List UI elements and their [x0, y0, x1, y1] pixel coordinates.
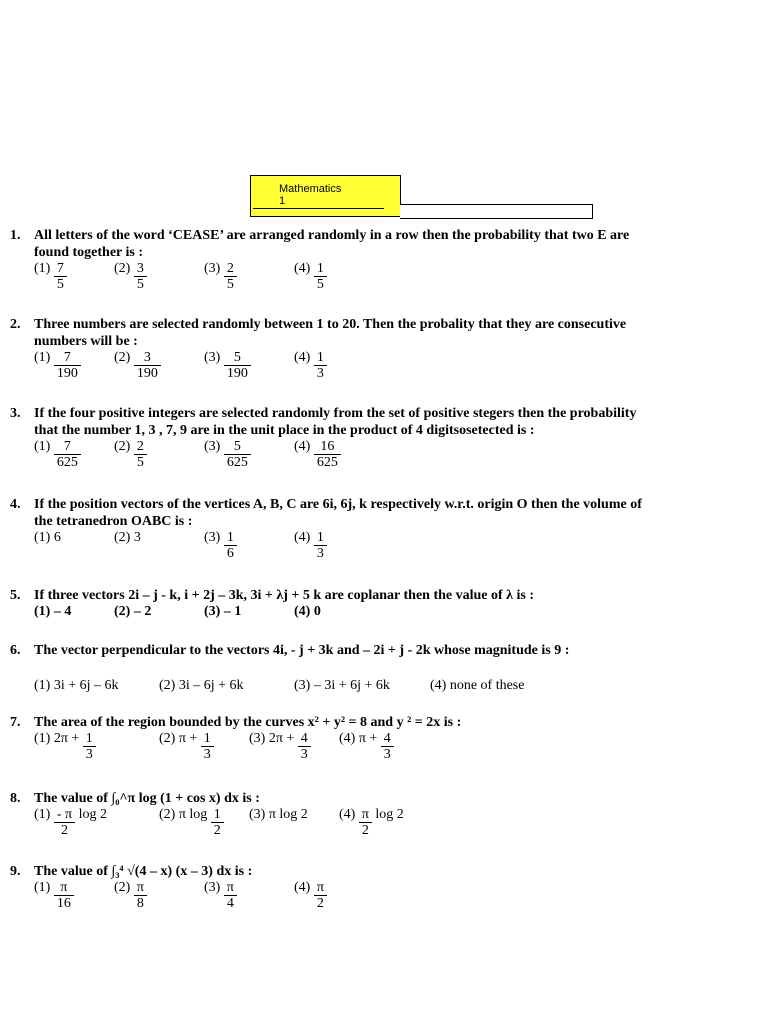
question-text: If the four positive integers are selected randomly from the set of positive stegers then the probability that the number 1, 3 , 7, 9 are in the unit place in the product of 4 digitsosetected is :	[34, 406, 637, 438]
denominator: 3	[316, 546, 324, 561]
option-1[interactable]	[34, 530, 61, 546]
fraction	[134, 439, 147, 470]
fraction	[54, 807, 75, 838]
option-label: (3)	[204, 880, 221, 895]
option-4[interactable]	[294, 439, 341, 470]
option-3[interactable]	[204, 530, 237, 561]
option-label: (1)	[34, 880, 51, 895]
option-2[interactable]	[114, 350, 161, 381]
question-8	[10, 790, 660, 843]
options-row	[10, 731, 660, 767]
numerator: π	[359, 807, 372, 823]
fraction	[54, 350, 81, 381]
option-tail: log 2	[375, 807, 404, 822]
option-label: (4) π +	[339, 731, 378, 746]
denominator: 6	[226, 546, 234, 561]
paper-number: 1	[279, 195, 286, 207]
numerator: 3	[134, 261, 147, 277]
question-text: Three numbers are selected randomly between 1 to 20. Then the probality that they are consecutive numbers will be :	[34, 317, 627, 349]
option-4[interactable]	[430, 678, 524, 694]
numerator: 16	[314, 439, 341, 455]
denominator: 5	[316, 277, 324, 292]
question-2	[10, 316, 660, 386]
option-1[interactable]	[34, 261, 67, 292]
numerator: 5	[224, 439, 251, 455]
option-label: (3)	[204, 261, 221, 276]
fraction	[314, 880, 327, 911]
numerator: π	[224, 880, 237, 896]
denominator: 3	[85, 747, 93, 762]
denominator: 5	[136, 455, 144, 470]
question-stem	[10, 863, 660, 880]
fraction	[314, 350, 327, 381]
option-3[interactable]	[204, 261, 237, 292]
option-label: (3) 2π +	[249, 731, 295, 746]
subject-title: Mathematics	[279, 183, 342, 195]
option-3[interactable]	[204, 350, 251, 381]
options-row	[10, 439, 660, 475]
fraction	[134, 350, 161, 381]
fraction	[211, 807, 224, 838]
option-3[interactable]	[204, 604, 241, 620]
options-row	[10, 350, 660, 386]
numerator: 7	[54, 350, 81, 366]
question-text: The vector perpendicular to the vectors 4i, - j + 3k and – 2i + j - 2k whose magnitude is 9 :	[34, 643, 570, 658]
option-3[interactable]	[249, 731, 311, 762]
denominator: 2	[361, 823, 369, 838]
option-tail: log 2	[78, 807, 107, 822]
fraction	[224, 530, 237, 561]
denominator: 3	[383, 747, 391, 762]
option-1[interactable]	[34, 678, 119, 694]
question-number: 2.	[10, 317, 21, 332]
option-1[interactable]	[34, 731, 96, 762]
options-row	[10, 261, 660, 297]
question-number: 9.	[10, 864, 21, 879]
numerator: 7	[54, 439, 81, 455]
options-row	[10, 807, 660, 843]
numerator: 4	[381, 731, 394, 747]
option-label: (4)	[294, 439, 311, 454]
question-number: 7.	[10, 715, 21, 730]
numerator: 1	[224, 530, 237, 546]
question-text: If three vectors 2i – j - k, i + 2j – 3k, 3i + λj + 5 k are coplanar then the value of λ is :	[34, 588, 535, 603]
question-7	[10, 714, 660, 767]
numerator: 2	[224, 261, 237, 277]
option-3[interactable]	[249, 807, 308, 823]
option-label: (4) none of these	[430, 678, 525, 693]
denominator: 2	[316, 896, 324, 911]
option-label: (1) 2π +	[34, 731, 80, 746]
option-label: (4)	[294, 261, 311, 276]
question-stem	[10, 642, 660, 659]
fraction	[314, 439, 341, 470]
question-text: The area of the region bounded by the curves x² + y² = 8 and y ² = 2x is :	[34, 715, 462, 730]
option-2[interactable]	[159, 731, 214, 762]
fraction	[54, 439, 81, 470]
question-stem	[10, 316, 660, 350]
option-label: (3)	[204, 439, 221, 454]
denominator: 190	[136, 366, 158, 381]
numerator: 7	[54, 261, 67, 277]
numerator: 2	[134, 439, 147, 455]
denominator: 8	[136, 896, 144, 911]
denominator: 5	[56, 277, 64, 292]
fraction	[314, 530, 327, 561]
question-9	[10, 863, 660, 916]
option-4[interactable]	[339, 807, 404, 838]
question-number: 3.	[10, 406, 21, 421]
question-3	[10, 405, 660, 475]
option-label: (2) 3i – 6j + 6k	[159, 678, 244, 693]
option-label: (3)	[204, 530, 221, 545]
denominator: 5	[136, 277, 144, 292]
denominator: 625	[316, 455, 338, 470]
fraction	[298, 731, 311, 762]
option-2[interactable]	[159, 807, 224, 838]
numerator: π	[134, 880, 147, 896]
question-number: 1.	[10, 228, 21, 243]
denominator: 190	[226, 366, 248, 381]
numerator: π	[314, 880, 327, 896]
option-1[interactable]	[34, 439, 81, 470]
option-2[interactable]	[159, 678, 244, 694]
options-row	[10, 880, 660, 916]
options-row	[10, 678, 660, 696]
option-label: (3) – 1	[204, 604, 242, 619]
fraction	[134, 880, 147, 911]
option-2[interactable]	[114, 880, 147, 911]
fraction	[224, 439, 251, 470]
numerator: 1	[314, 261, 327, 277]
option-label: (1) 3i + 6j – 6k	[34, 678, 119, 693]
option-4[interactable]	[294, 261, 327, 292]
option-label: (2)	[114, 350, 131, 365]
fraction	[314, 261, 327, 292]
option-label: (1)	[34, 261, 51, 276]
question-text: If the position vectors of the vertices A, B, C are 6i, 6j, k respectively w.r.t. origin O then the volume of the tetranedron OABC is :	[34, 497, 642, 529]
option-4[interactable]	[339, 731, 394, 762]
option-1[interactable]	[34, 350, 81, 381]
option-label: (2) π +	[159, 731, 198, 746]
options-row	[10, 604, 660, 622]
option-label: (2)	[114, 261, 131, 276]
fraction	[134, 261, 147, 292]
denominator: 625	[56, 455, 78, 470]
option-label: (1) 6	[34, 530, 61, 545]
fraction	[381, 731, 394, 762]
fraction	[83, 731, 96, 762]
numerator: 1	[211, 807, 224, 823]
header-box	[250, 175, 401, 217]
denominator: 3	[203, 747, 211, 762]
option-label: (2)	[114, 439, 131, 454]
question-5	[10, 587, 660, 622]
option-2[interactable]	[114, 530, 141, 546]
option-4[interactable]	[294, 350, 327, 381]
option-label: (2) – 2	[114, 604, 152, 619]
numerator: 4	[298, 731, 311, 747]
question-text: The value of ∫₃⁴ √(4 – x) (x – 3) dx is :	[34, 864, 253, 879]
question-text: All letters of the word ‘CEASE’ are arranged randomly in a row then the probability that two E are found together is :	[34, 228, 630, 260]
numerator: 1	[314, 350, 327, 366]
option-4[interactable]	[294, 880, 327, 911]
fraction	[201, 731, 214, 762]
option-4[interactable]	[294, 530, 327, 561]
denominator: 5	[226, 277, 234, 292]
numerator: - π	[54, 807, 75, 823]
option-label: (1)	[34, 807, 51, 822]
option-3[interactable]	[204, 439, 251, 470]
header-strip	[400, 204, 593, 219]
question-4	[10, 496, 660, 566]
header-label	[279, 183, 400, 207]
option-label: (3) – 3i + 6j + 6k	[294, 678, 390, 693]
denominator: 3	[316, 366, 324, 381]
denominator: 4	[226, 896, 234, 911]
question-6	[10, 642, 660, 696]
question-number: 4.	[10, 497, 21, 512]
option-label: (1)	[34, 350, 51, 365]
fraction	[54, 261, 67, 292]
option-2[interactable]	[114, 261, 147, 292]
option-1[interactable]	[34, 807, 107, 838]
option-label: (2)	[114, 880, 131, 895]
denominator: 3	[300, 747, 308, 762]
numerator: 1	[314, 530, 327, 546]
denominator: 2	[213, 823, 221, 838]
option-label: (1) – 4	[34, 604, 72, 619]
denominator: 625	[226, 455, 248, 470]
option-label: (4)	[294, 880, 311, 895]
numerator: 3	[134, 350, 161, 366]
denominator: 190	[56, 366, 78, 381]
question-stem	[10, 405, 660, 439]
numerator: 5	[224, 350, 251, 366]
fraction	[224, 880, 237, 911]
option-label: (4)	[294, 530, 311, 545]
question-number: 5.	[10, 588, 21, 603]
option-label: (4)	[339, 807, 356, 822]
header-divider	[253, 208, 384, 209]
option-4[interactable]	[294, 604, 321, 620]
question-text: The value of ∫₀^π log (1 + cos x) dx is :	[34, 791, 260, 806]
option-label: (1)	[34, 439, 51, 454]
question-1	[10, 227, 660, 297]
fraction	[224, 350, 251, 381]
denominator: 2	[60, 823, 68, 838]
fraction	[54, 880, 74, 911]
denominator: 16	[56, 896, 71, 911]
numerator: π	[54, 880, 74, 896]
option-1[interactable]	[34, 880, 74, 911]
fraction	[359, 807, 372, 838]
fraction	[224, 261, 237, 292]
question-stem	[10, 227, 660, 261]
numerator: 1	[201, 731, 214, 747]
question-number: 8.	[10, 791, 21, 806]
question-number: 6.	[10, 643, 21, 658]
question-stem	[10, 587, 660, 604]
option-label: (4) 0	[294, 604, 321, 619]
option-label: (3)	[204, 350, 221, 365]
question-stem	[10, 790, 660, 807]
option-2[interactable]	[114, 604, 151, 620]
options-row	[10, 530, 660, 566]
option-3[interactable]	[294, 678, 390, 694]
option-label: (3) π log 2	[249, 807, 308, 822]
option-label: (2) π log	[159, 807, 208, 822]
option-label: (2) 3	[114, 530, 141, 545]
option-2[interactable]	[114, 439, 147, 470]
option-label: (4)	[294, 350, 311, 365]
option-3[interactable]	[204, 880, 237, 911]
option-1[interactable]	[34, 604, 71, 620]
question-stem	[10, 496, 660, 530]
numerator: 1	[83, 731, 96, 747]
question-stem	[10, 714, 660, 731]
